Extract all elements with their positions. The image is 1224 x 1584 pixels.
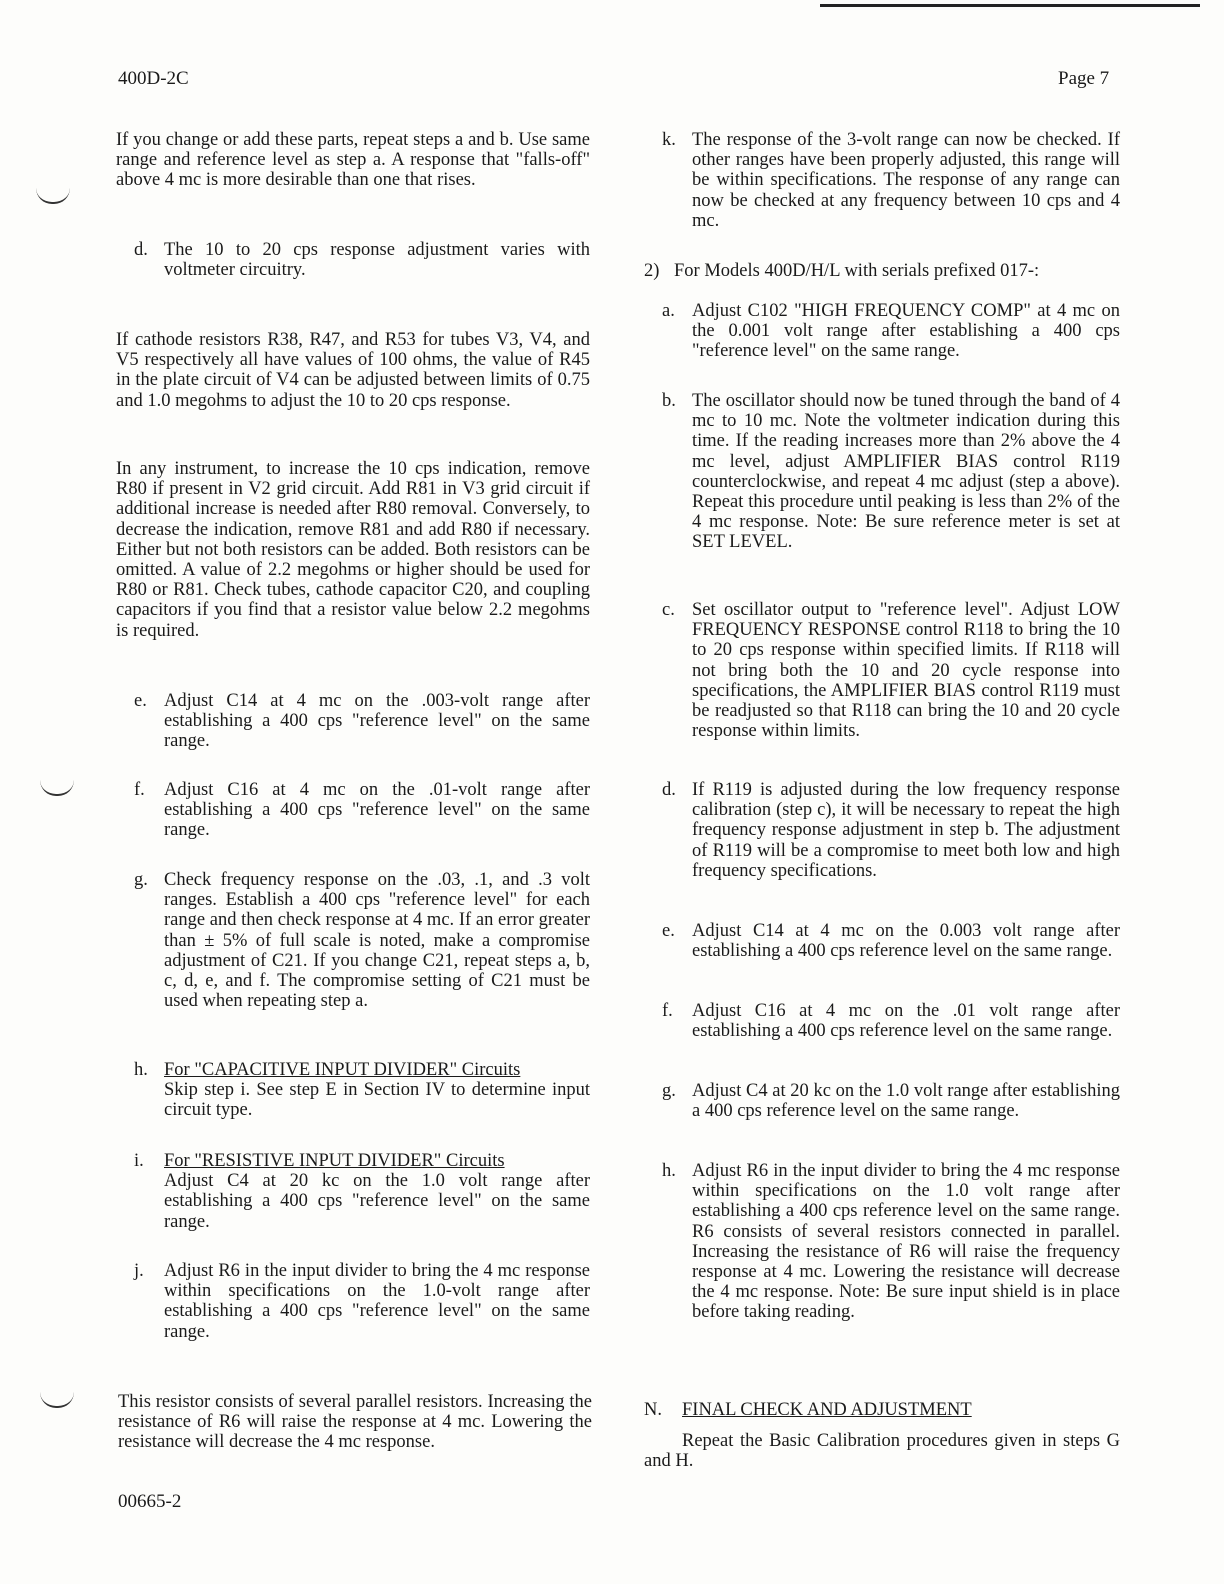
step-label: d. bbox=[662, 780, 676, 800]
step-c bbox=[662, 600, 1120, 741]
step-j bbox=[134, 1261, 590, 1342]
step-text: Set oscillator output to "reference level". Adjust LOW FREQUENCY RESPONSE control R118 to bring the 10 to 20 cps response within specified limits. If R118 will not bring both the 10 and 20 cycle response into specifications, the AMPLIFIER BIAS control R119 must be readjusted so that R118 can bring the 10 and 20 cycle response within limits. bbox=[692, 600, 1120, 742]
left-column bbox=[116, 0, 590, 1584]
step-label: e. bbox=[134, 691, 147, 711]
step-h bbox=[662, 1161, 1120, 1323]
paragraph: If cathode resistors R38, R47, and R53 for tubes V3, V4, and V5 respectively all have values of 100 ohms, the value of R45 in the plate circuit of V4 can be adjusted between limits of 0.75 and 1.0 megohms to adjust the 10 to 20 cps response. bbox=[116, 330, 590, 411]
step-e bbox=[134, 691, 590, 752]
section-n bbox=[644, 1400, 1120, 1420]
paragraph: If you change or add these parts, repeat steps a and b. Use same range and reference level as step a. A response that "falls-off" above 4 mc is more desirable than one that rises. bbox=[116, 130, 590, 191]
step-text: Skip step i. See step E in Section IV to determine input circuit type. bbox=[164, 1080, 590, 1121]
step-text: If R119 is adjusted during the low frequency response calibration (step c), it will be necessary to repeat the high frequency response adjustment in step b. The adjustment of R119 will be a compromise to meet both low and high frequency specifications. bbox=[692, 780, 1120, 881]
step-text: Adjust C16 at 4 mc on the .01 volt range after establishing a 400 cps reference level on the same range. bbox=[692, 1001, 1120, 1042]
step-text: Adjust R6 in the input divider to bring the 4 mc response within specifications on the 1.0 volt range after establishing a 400 cps reference level on the same range. R6 consists of several resistors connected in parallel. Increasing the resistance of R6 will raise the frequency response at 4 mc. Lowering the resistance will decrease the 4 mc response. Note: Be sure input shield is in place before taking reading. bbox=[692, 1161, 1120, 1323]
step-d bbox=[134, 240, 590, 280]
binder-mark bbox=[40, 1392, 74, 1408]
step-text: Adjust C4 at 20 kc on the 1.0 volt range after establishing a 400 cps reference level on the same range. bbox=[692, 1081, 1120, 1122]
step-heading: For "CAPACITIVE INPUT DIVIDER" Circuits bbox=[164, 1060, 521, 1080]
step-text: Check frequency response on the .03, .1, and .3 volt ranges. Establish a 400 cps "reference level" for each range and then check response at 4 mc. If an error greater than ± 5% of full scale is noted, make a compromise adjustment of C21. If you change C21, repeat steps a, b, c, d, e, and f. The compromise setting of C21 must be used when repeating step a. bbox=[164, 870, 590, 1012]
step-text: Adjust C16 at 4 mc on the .01-volt range after establishing a 400 cps "reference level" on the same range. bbox=[164, 780, 590, 841]
step-text: Adjust C14 at 4 mc on the .003-volt range after establishing a 400 cps "reference level" on the same range. bbox=[164, 691, 590, 752]
step-label: k. bbox=[662, 130, 676, 150]
binder-mark bbox=[40, 780, 74, 796]
step-d bbox=[662, 780, 1120, 881]
step-label: f. bbox=[134, 780, 145, 800]
step-h bbox=[134, 1060, 590, 1121]
step-label: g. bbox=[662, 1081, 676, 1101]
step-heading: For "RESISTIVE INPUT DIVIDER" Circuits bbox=[164, 1151, 505, 1171]
step-i bbox=[134, 1151, 590, 1232]
step-label: c. bbox=[662, 600, 675, 620]
step-label: i. bbox=[134, 1151, 144, 1171]
step-text: Adjust C102 "HIGH FREQUENCY COMP" at 4 mc on the 0.001 volt range after establishing a 400 cps "reference level" on the same range. bbox=[692, 301, 1120, 362]
binder-mark bbox=[36, 188, 70, 204]
step-b bbox=[662, 391, 1120, 553]
section-label: 2) bbox=[644, 261, 660, 281]
section-label: N. bbox=[644, 1400, 662, 1420]
step-e bbox=[662, 921, 1120, 961]
step-g bbox=[134, 870, 590, 1011]
step-text: The oscillator should now be tuned through the band of 4 mc to 10 mc. Note the voltmeter indication during this time. If the reading increases more than 2% above the 4 mc level, adjust AMPLIFIER BIAS control R119 counterclockwise, and repeat 4 mc adjust (step a above). Repeat this procedure until peaking is less than 2% of the 4 mc response. Note: Be sure reference meter is set at SET LEVEL. bbox=[692, 391, 1120, 553]
step-label: h. bbox=[134, 1060, 148, 1080]
step-label: b. bbox=[662, 391, 676, 411]
right-column bbox=[644, 0, 1120, 1584]
step-label: d. bbox=[134, 240, 148, 260]
step-g bbox=[662, 1081, 1120, 1121]
step-label: j. bbox=[134, 1261, 144, 1281]
step-label: f. bbox=[662, 1001, 673, 1021]
step-text: The 10 to 20 cps response adjustment varies with voltmeter circuitry. bbox=[164, 240, 590, 281]
step-label: h. bbox=[662, 1161, 676, 1181]
step-f bbox=[662, 1001, 1120, 1041]
step-label: g. bbox=[134, 870, 148, 890]
step-a bbox=[662, 301, 1120, 362]
paragraph: In any instrument, to increase the 10 cps indication, remove R80 if present in V2 grid circuit. Add R81 in V3 grid circuit if additional increase is needed after R80 removal. Conversely, to decrease the indication, remove R81 and add R80 if necessary. Either but not both resistors can be added. Both resistors can be omitted. A value of 2.2 megohms or higher should be used for R80 or R81. Check tubes, cathode capacitor C20, and coupling capacitors if you find that a resistor value below 2.2 megohms is required. bbox=[116, 459, 590, 641]
section-heading: FINAL CHECK AND ADJUSTMENT bbox=[682, 1400, 972, 1420]
footer-code: 00665-2 bbox=[118, 1491, 182, 1512]
section-text: For Models 400D/H/L with serials prefixed 017-: bbox=[674, 261, 1040, 281]
step-text: The response of the 3-volt range can now be checked. If other ranges have been properly adjusted, this range will be within specifications. The response of any range can now be checked at any frequency between 10 cps and 4 mc. bbox=[692, 130, 1120, 231]
step-label: a. bbox=[662, 301, 675, 321]
step-text: Adjust R6 in the input divider to bring the 4 mc response within specifications on the 1.0-volt range after establishing a 400 cps "reference level" on the same range. bbox=[164, 1261, 590, 1342]
step-text: Adjust C14 at 4 mc on the 0.003 volt range after establishing a 400 cps reference level on the same range. bbox=[692, 921, 1120, 962]
section-2 bbox=[644, 261, 1120, 281]
step-text: Adjust C4 at 20 kc on the 1.0 volt range after establishing a 400 cps "reference level" on the same range. bbox=[164, 1171, 590, 1232]
step-label: e. bbox=[662, 921, 675, 941]
paragraph: This resistor consists of several parallel resistors. Increasing the resistance of R6 will raise the response at 4 mc. Lowering the resistance will decrease the 4 mc response. bbox=[118, 1392, 592, 1453]
page-number: Page 7 bbox=[1058, 68, 1110, 89]
section-text: Repeat the Basic Calibration procedures given in steps G and H. bbox=[644, 1431, 1120, 1472]
step-f bbox=[134, 780, 590, 841]
paragraph bbox=[644, 1431, 1120, 1471]
step-k bbox=[662, 130, 1120, 231]
doc-id: 400D-2C bbox=[118, 68, 189, 89]
